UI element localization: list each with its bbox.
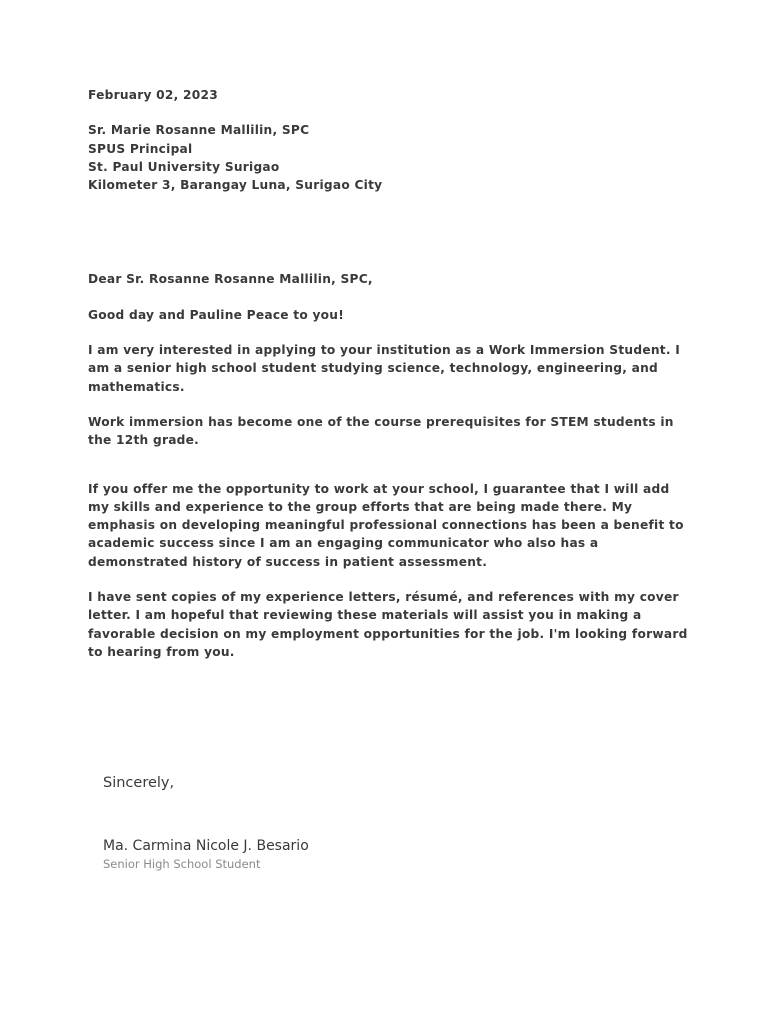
- salutation: Dear Sr. Rosanne Rosanne Mallilin, SPC,: [88, 272, 373, 287]
- letter-date: February 02, 2023: [88, 88, 218, 102]
- signer-title: Senior High School Student: [103, 857, 261, 871]
- recipient-position: SPUS Principal: [88, 141, 193, 156]
- body-paragraph-4: I have sent copies of my experience letters, résumé, and references with my cover letter. I am hopeful that reviewing these materials will assist you in making a favorable decision on my employment opportunities for the job. I'm looking forward to hearing from you.: [88, 590, 688, 659]
- recipient-address: Kilometer 3, Barangay Luna, Surigao City: [88, 178, 383, 193]
- body-paragraph-2: Work immersion has become one of the course prerequisites for STEM students in the 12th grade.: [88, 414, 674, 448]
- body-paragraph-3: If you offer me the opportunity to work at your school, I guarantee that I will add my skills and experience to the group efforts that are being made there. My emphasis on developing meaningful professional connections has been a benefit to academic success since I am an engaging communicator who also has a demonstrated history of success in patient assessment.: [88, 481, 684, 569]
- closing: Sincerely,: [103, 775, 175, 791]
- recipient-institution: St. Paul University Surigao: [88, 159, 280, 174]
- signer-name: Ma. Carmina Nicole J. Besario: [103, 838, 309, 854]
- letter-body: [88, 86, 688, 661]
- recipient-name: Sr. Marie Rosanne Mallilin, SPC: [88, 123, 310, 138]
- greeting: Good day and Pauline Peace to you!: [88, 307, 345, 322]
- signature-block: [103, 775, 503, 871]
- body-paragraph-1: I am very interested in applying to your institution as a Work Immersion Student. I am a senior high school student studying science, technology, engineering, and mathematics.: [88, 343, 680, 394]
- recipient-address-block: [88, 121, 688, 194]
